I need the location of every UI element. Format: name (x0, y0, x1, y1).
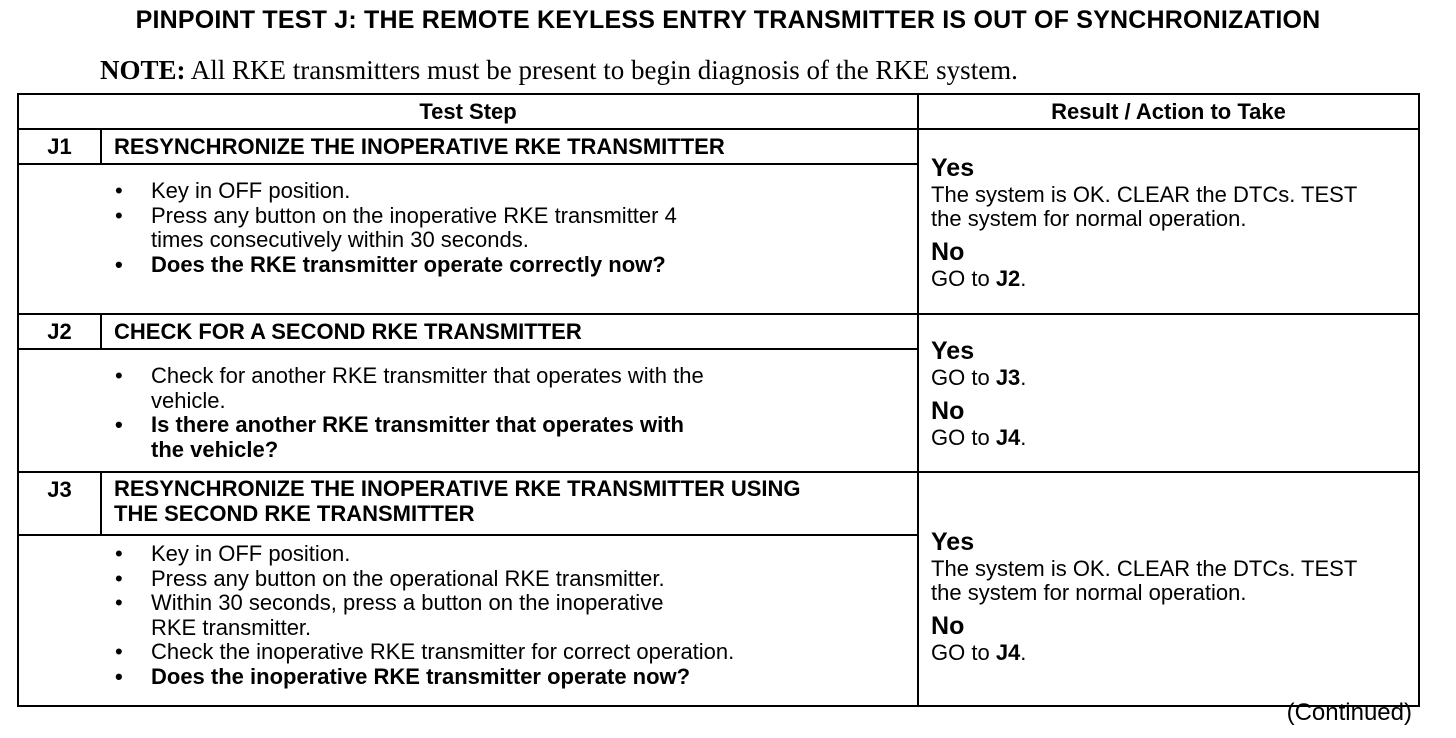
result-no-text: GO to J2. (931, 265, 1027, 291)
step-id: J1 (18, 129, 101, 164)
table-header-row (18, 94, 1419, 129)
step-instructions (18, 349, 918, 472)
result-yes-label: Yes (931, 153, 975, 182)
step-question: • Does the inoperative RKE transmitter operate now? (115, 663, 691, 689)
page-title: PINPOINT TEST J: THE REMOTE KEYLESS ENTRY TRANSMITTER IS OUT OF SYNCHRONIZATION (135, 6, 1321, 34)
step-id: J2 (18, 314, 101, 349)
step-instructions (18, 164, 918, 314)
step-result (918, 129, 1419, 314)
table-row (18, 129, 1419, 164)
continued-label: (Continued) (1286, 699, 1412, 726)
list-item: • Press any button on the operational RKE transmitter. (115, 565, 665, 591)
result-yes-label: Yes (931, 528, 975, 556)
step-instructions (18, 535, 918, 706)
result-yes-text: GO to J3. (931, 365, 1027, 390)
result-no-target: J4 (995, 640, 1021, 665)
result-no-target: J4 (995, 425, 1021, 450)
step-heading: CHECK FOR A SECOND RKE TRANSMITTER (101, 314, 918, 349)
list-item: • Key in OFF position. (115, 178, 351, 204)
result-no-label: No (931, 612, 965, 640)
result-no-label: No (931, 397, 965, 425)
list-item: • Check the inoperative RKE transmitter for correct operation. (115, 639, 735, 665)
step-result (918, 472, 1419, 706)
table-row (18, 314, 1419, 349)
table-row (18, 472, 1419, 535)
list-item: • Within 30 seconds, press a button on the inoperative RKE transmitter. (115, 590, 664, 640)
list-item: • Key in OFF position. (115, 541, 351, 567)
step-heading: RESYNCHRONIZE THE INOPERATIVE RKE TRANSMITTER USING THE SECOND RKE TRANSMITTER (101, 472, 918, 535)
note-text: All RKE transmitters must be present to begin diagnosis of the RKE system. (185, 55, 1018, 85)
result-no-text: GO to J4. (931, 425, 1027, 450)
step-question: • Does the RKE transmitter operate correctly now? (115, 251, 666, 277)
result-yes-text: The system is OK. CLEAR the DTCs. TEST the system for normal operation. (931, 556, 1357, 605)
step-heading: RESYNCHRONIZE THE INOPERATIVE RKE TRANSMITTER (101, 129, 918, 164)
result-no-text: GO to J4. (931, 640, 1027, 665)
list-item: • Check for another RKE transmitter that operates with the vehicle. (115, 363, 704, 413)
result-no-label: No (931, 237, 965, 266)
step-result (918, 314, 1419, 472)
header-test-step: Test Step (18, 94, 918, 129)
step-question: • Is there another RKE transmitter that operates with the vehicle? (115, 412, 684, 462)
result-yes-text: The system is OK. CLEAR the DTCs. TEST the system for normal operation. (931, 181, 1357, 231)
note-label: NOTE: (100, 55, 186, 85)
step-id: J3 (18, 472, 101, 535)
header-result: Result / Action to Take (918, 94, 1419, 129)
list-item: • Press any button on the inoperative RKE transmitter 4 times consecutively within 30 seconds. (115, 202, 677, 253)
note (100, 55, 1018, 86)
pinpoint-test-table (17, 93, 1420, 707)
result-yes-target: J3 (995, 365, 1021, 390)
result-no-target: J2 (995, 265, 1021, 291)
result-yes-label: Yes (931, 337, 975, 365)
